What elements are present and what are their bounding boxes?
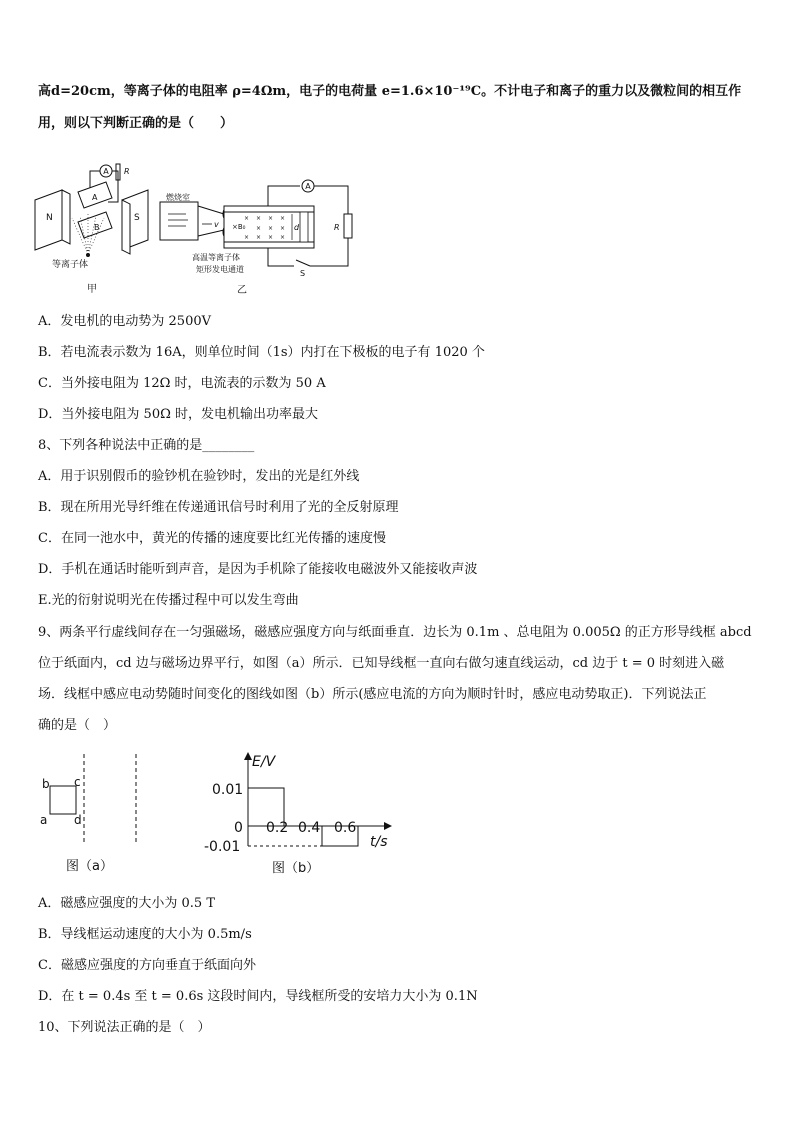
q9-option-d: D．在 t = 0.4s 至 t = 0.6s 这段时间内，导线框所受的安培力大小为 0.1N (38, 989, 478, 1004)
q8-option-b: B．现在所用光导纤维在传递通讯信号时利用了光的全反射原理 (38, 500, 399, 515)
svg-text:×: × (256, 225, 262, 232)
fig-a-caption: 图（a） (66, 859, 113, 874)
gap-label: d (294, 223, 300, 232)
plate-b-label: B (94, 223, 100, 232)
q7-option-d: D．当外接电阻为 50Ω 时，发电机输出功率最大 (38, 407, 319, 422)
svg-text:×: × (280, 225, 286, 232)
svg-text:×: × (244, 215, 250, 222)
svg-text:×: × (268, 215, 274, 222)
q7-option-c: C．当外接电阻为 12Ω 时，电流表的示数为 50 A (38, 376, 326, 391)
jia-ammeter-label: A (103, 167, 109, 176)
switch-label: S (300, 269, 306, 278)
q9-option-b: B．导线框运动速度的大小为 0.5m/s (38, 927, 252, 942)
svg-text:×: × (244, 234, 250, 241)
svg-text:×: × (268, 234, 274, 241)
q8-option-a: A．用于识别假币的验钞机在验钞时，发出的光是红外线 (38, 469, 360, 484)
combustion-chamber (160, 202, 198, 240)
resistor-icon (344, 214, 352, 238)
q10-stem: 10、下列说法正确的是（ ） (38, 1020, 211, 1035)
svg-text:×: × (256, 234, 262, 241)
plate-a-label: A (92, 193, 98, 202)
wire-frame (50, 786, 76, 814)
corner-d-label: d (74, 813, 82, 827)
channel-label: 矩形发电通道 (196, 265, 244, 274)
plasma-label: 等离子体 (52, 260, 89, 270)
y-tick-neg: -0.01 (204, 839, 241, 855)
q7-stem-line1: 高d=20cm，等离子体的电阻率 ρ=4Ωm，电子的电荷量 e=1.6×10⁻¹⁹C。不计电子和离子的重力以及微粒间的相互作 (38, 84, 742, 99)
y-axis-label: E/V (252, 754, 276, 770)
y-tick-pos: 0.01 (212, 782, 244, 798)
q7-stem-line2: 用，则以下判断正确的是（ ） (38, 116, 234, 131)
figure-yi (158, 176, 354, 296)
switch-icon (296, 260, 310, 266)
q8-stem: 8、下列各种说法中正确的是________ (38, 438, 255, 453)
field-label: ×B₀ (232, 223, 246, 231)
q9-stem-line2: 位于纸面内，cd 边与磁场边界平行，如图（a）所示．已知导线框一直向右做匀速直线运动，cd 边于 t = 0 时刻进入磁 (38, 656, 725, 671)
yi-resistor-label: R (334, 223, 340, 232)
jia-resistor-label: R (124, 167, 130, 176)
q9-stem-line4: 确的是（ ） (38, 718, 117, 733)
velocity-label: v (214, 220, 219, 229)
svg-text:×: × (268, 225, 274, 232)
q9-stem-line1: 9、两条平行虚线间存在一匀强磁场，磁感应强度方向与纸面垂直．边长为 0.1m 、总电阻为 0.005Ω 的正方形导线框 abcd (38, 625, 752, 640)
svg-text:×: × (256, 215, 262, 222)
figure-a (36, 752, 154, 878)
corner-b-label: b (42, 777, 50, 791)
svg-text:×: × (280, 234, 286, 241)
yi-plasma-label: 高温等离子体 (192, 253, 240, 262)
x-tick-0-6: 0.6 (334, 820, 357, 836)
chamber-label: 燃烧室 (166, 193, 190, 202)
q8-option-d: D．手机在通话时能听到声音，是因为手机除了能接收电磁波外又能接收声波 (38, 562, 478, 577)
q9-stem-line3: 场．线框中感应电动势随时间变化的图线如图（b）所示(感应电流的方向为顺时针时，感应电动势取正)．下列说法正 (38, 687, 707, 702)
fig-b-caption: 图（b） (272, 861, 320, 876)
yi-ammeter-label: A (305, 182, 311, 191)
q8-option-c: C．在同一池水中，黄光的传播的速度要比红光传播的速度慢 (38, 531, 386, 546)
q7-option-b: B．若电流表示数为 16A，则单位时间（1s）内打在下极板的电子有 1020 个 (38, 345, 485, 360)
q9-option-a: A．磁感应强度的大小为 0.5 T (38, 896, 215, 911)
corner-c-label: c (74, 775, 81, 789)
figure-jia (30, 152, 160, 294)
x-axis-label: t/s (370, 834, 388, 850)
q7-option-a: A．发电机的电动势为 2500V (38, 314, 211, 329)
pole-s-label: S (134, 213, 140, 223)
x-tick-0-2: 0.2 (266, 820, 289, 836)
jia-caption: 甲 (87, 284, 97, 294)
svg-text:×: × (280, 215, 286, 222)
x-tick-0-4: 0.4 (298, 820, 321, 836)
figure-b (198, 748, 398, 878)
q8-option-e: E.光的衍射说明光在传播过程中可以发生弯曲 (38, 593, 299, 608)
q9-option-c: C．磁感应强度的方向垂直于纸面向外 (38, 958, 256, 973)
pole-n-label: N (46, 213, 53, 223)
origin-label: 0 (234, 820, 243, 836)
corner-a-label: a (40, 813, 48, 827)
yi-caption: 乙 (237, 285, 247, 296)
